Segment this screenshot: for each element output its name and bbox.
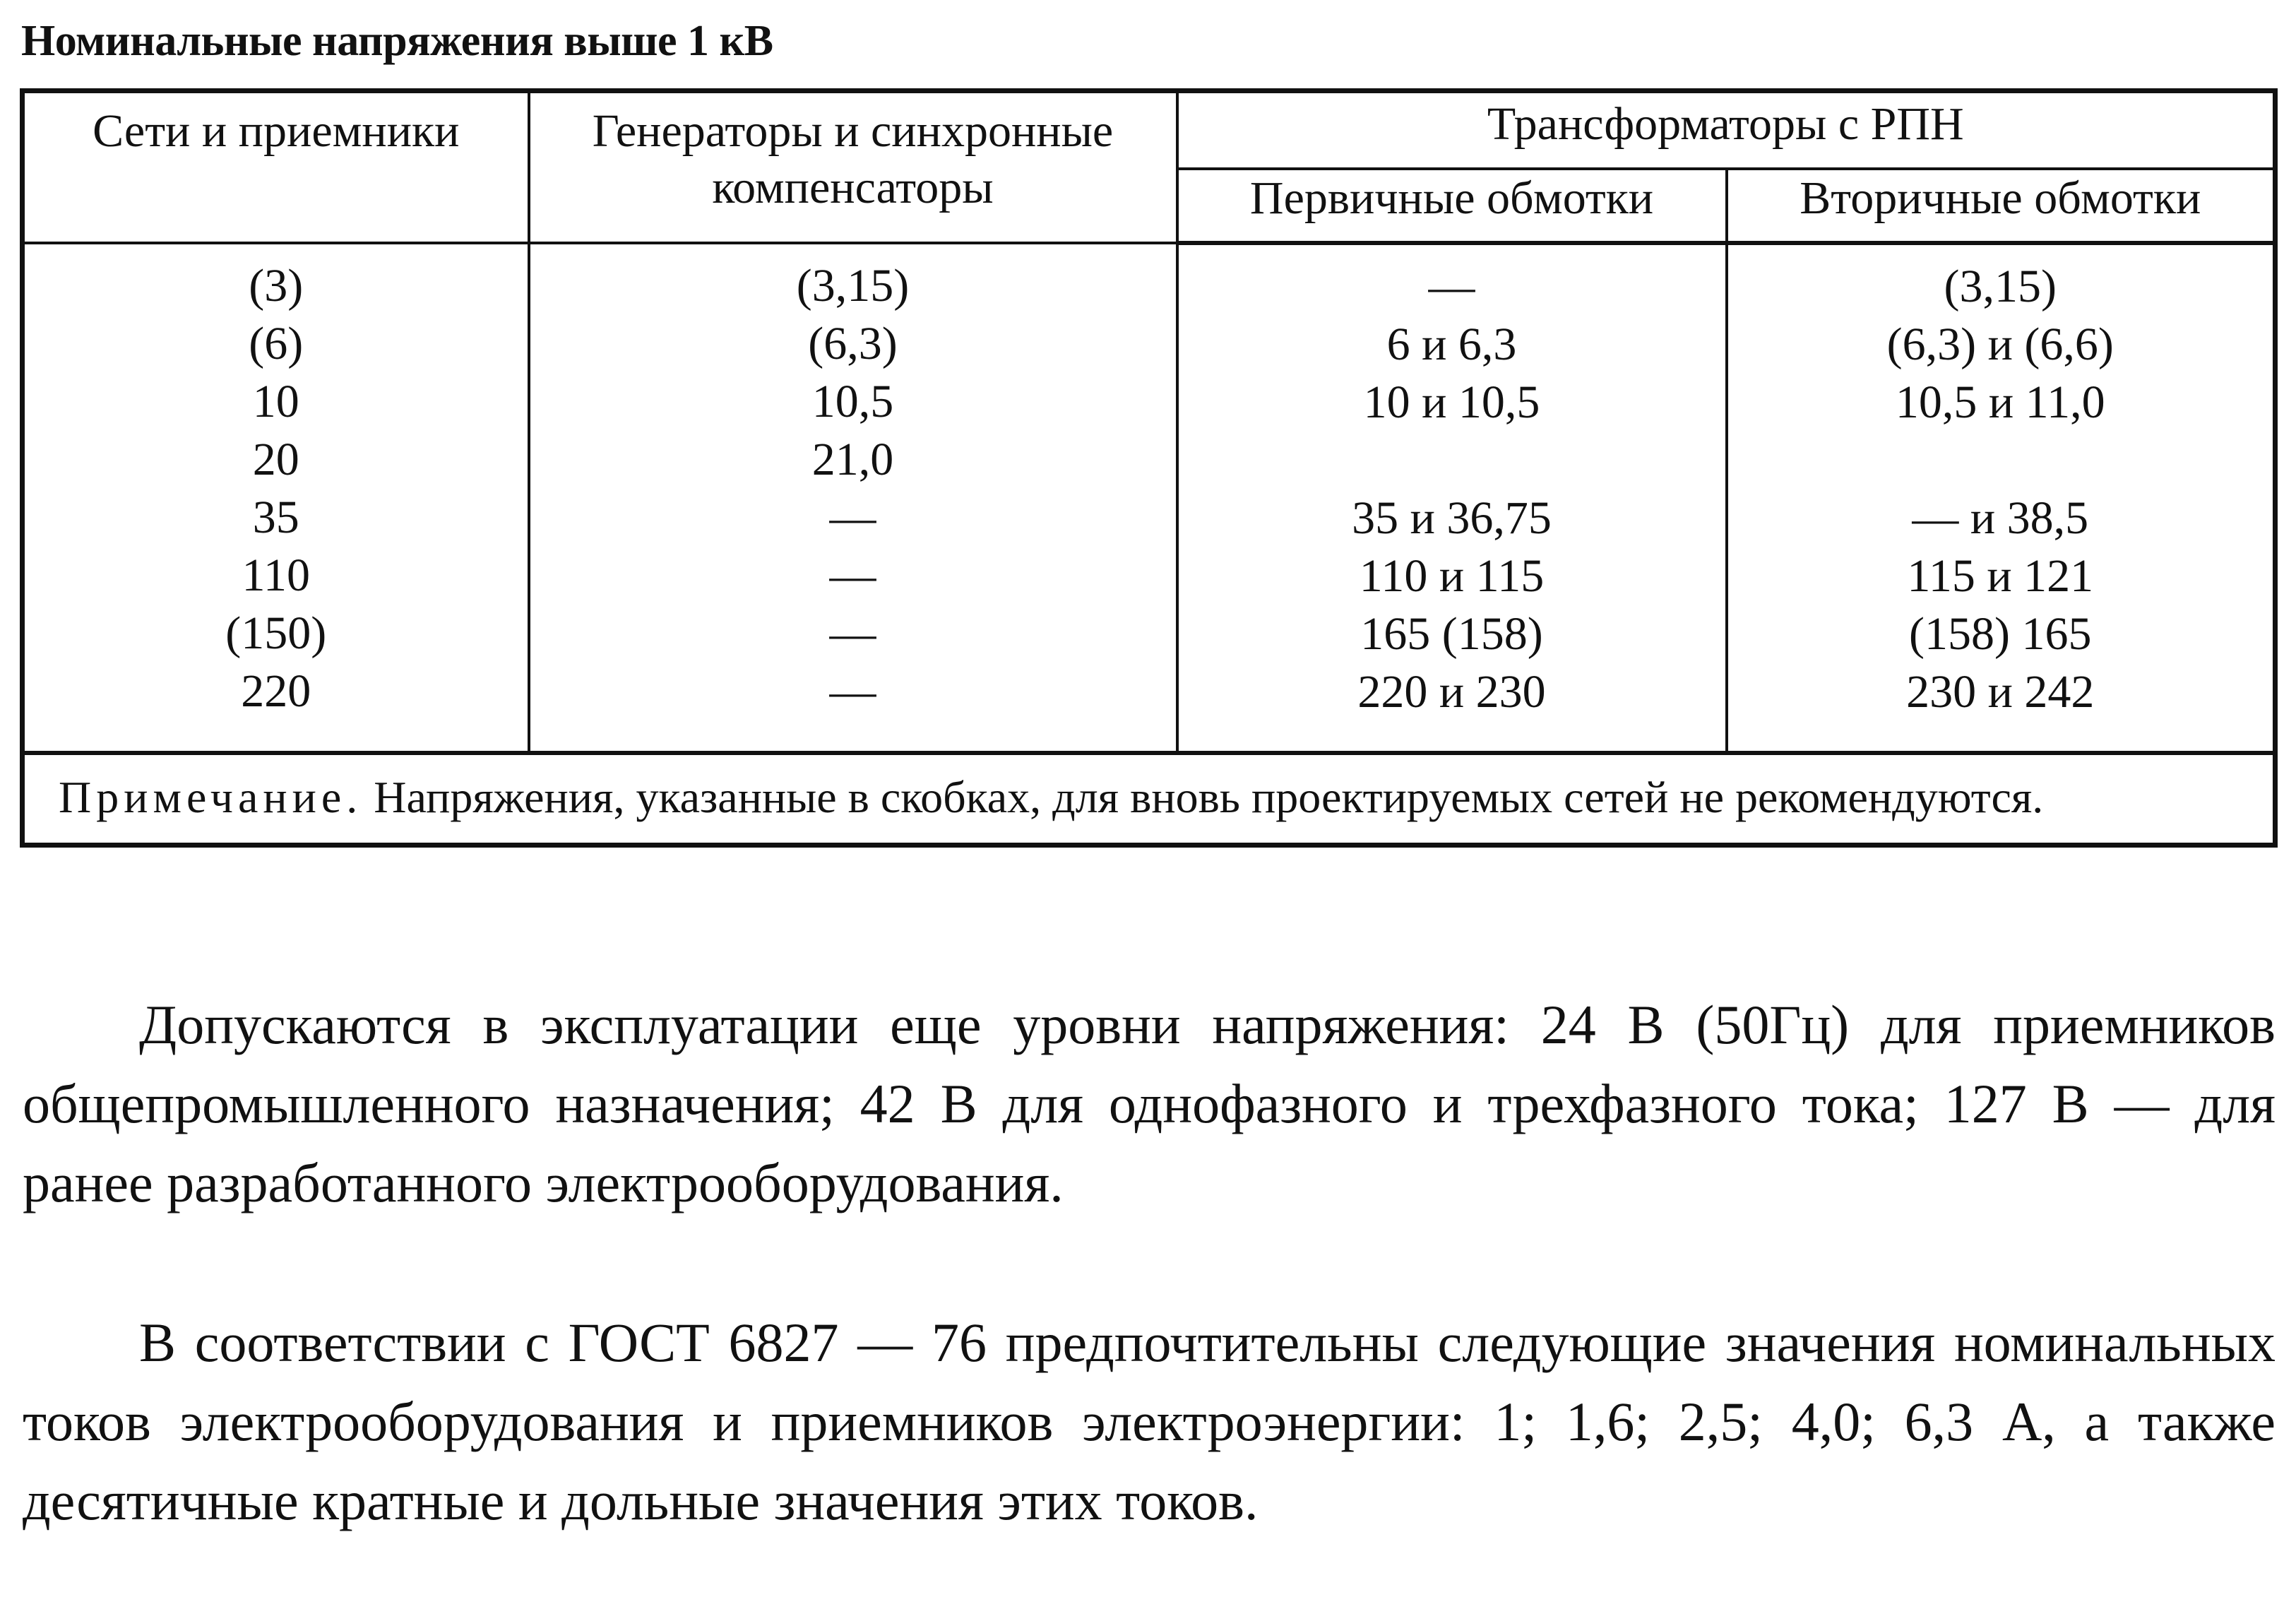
note-label: Примечание. bbox=[59, 772, 363, 822]
table-cell: 10,5 bbox=[811, 376, 894, 427]
table-header-row bbox=[23, 91, 2276, 169]
table-cell bbox=[1179, 432, 1725, 489]
table-cell: 21,0 bbox=[811, 434, 894, 485]
table-cell: 110 bbox=[242, 550, 311, 601]
table-cell: 6 и 6,3 bbox=[1386, 319, 1517, 370]
header-transformers: Трансформаторы с РПН bbox=[1177, 91, 2276, 169]
table-cell: — bbox=[829, 492, 876, 543]
column-primary-windings bbox=[1177, 243, 1727, 753]
table-cell: (6,3) и (6,6) bbox=[1886, 319, 2114, 370]
table-cell: 110 и 115 bbox=[1359, 550, 1545, 602]
table-cell: — bbox=[829, 550, 876, 601]
table-cell: (3) bbox=[249, 260, 304, 311]
table-cell: (6,3) bbox=[808, 318, 898, 369]
note-text: Напряжения, указанные в скобках, для вновь проектируемых сетей не рекомендуются. bbox=[374, 772, 2044, 822]
header-networks: Сети и приемники bbox=[23, 91, 529, 244]
table-cell: (6) bbox=[249, 318, 304, 369]
voltage-table bbox=[20, 88, 2278, 848]
table-cell: 10 bbox=[252, 376, 299, 427]
table-cell: — и 38,5 bbox=[1912, 492, 2089, 544]
header-secondary-windings: Вторичные обмотки bbox=[1727, 169, 2276, 243]
table-cell: 35 bbox=[252, 492, 299, 543]
table-cell: 10 и 10,5 bbox=[1363, 376, 1540, 428]
table-body-row bbox=[23, 243, 2276, 753]
paragraph-rated-currents: В соответствии с ГОСТ 6827 — 76 предпочтительны следующие значения номинальных токов электрооборудования и приемников электроэнергии: 1; 1,6; 2,5; 4,0; 6,3 А, а также десятичные кратные и дольные значения этих токов. bbox=[23, 1312, 2276, 1531]
table-caption: Номинальные напряжения выше 1 кВ bbox=[21, 17, 773, 65]
table-cell: 20 bbox=[252, 434, 299, 485]
table-cell: 230 и 242 bbox=[1906, 666, 2095, 718]
column-secondary-windings bbox=[1727, 243, 2276, 753]
table-cell: — bbox=[829, 665, 876, 717]
table-cell: 115 и 121 bbox=[1907, 550, 2094, 602]
table-cell: — bbox=[1428, 261, 1475, 312]
table-cell: 10,5 и 11,0 bbox=[1895, 376, 2105, 428]
table-cell: 165 (158) bbox=[1360, 608, 1543, 660]
table-cell: (3,15) bbox=[796, 260, 910, 311]
header-generators: Генераторы и синхронные компенсаторы bbox=[529, 91, 1177, 244]
table-cell: (3,15) bbox=[1944, 261, 2057, 312]
header-primary-windings: Первичные обмотки bbox=[1177, 169, 1727, 243]
table-note-row bbox=[23, 753, 2276, 845]
paragraph-voltage-levels: Допускаются в эксплуатации еще уровни напряжения: 24 В (50Гц) для приемников общепромышленного назначения; 42 В для однофазного и трехфазного тока; 127 В — для ранее разработанного электрооборудования. bbox=[23, 994, 2276, 1213]
table-cell bbox=[1728, 432, 2273, 489]
table-cell: 35 и 36,75 bbox=[1352, 492, 1552, 544]
table-cell: (158) 165 bbox=[1909, 608, 2092, 660]
table-cell: 220 bbox=[241, 665, 311, 717]
column-generators bbox=[529, 243, 1177, 753]
column-networks bbox=[23, 243, 529, 753]
table-note bbox=[23, 753, 2276, 845]
table-cell: 220 и 230 bbox=[1357, 666, 1546, 718]
table-cell: — bbox=[829, 607, 876, 659]
table-cell: (150) bbox=[225, 607, 327, 659]
